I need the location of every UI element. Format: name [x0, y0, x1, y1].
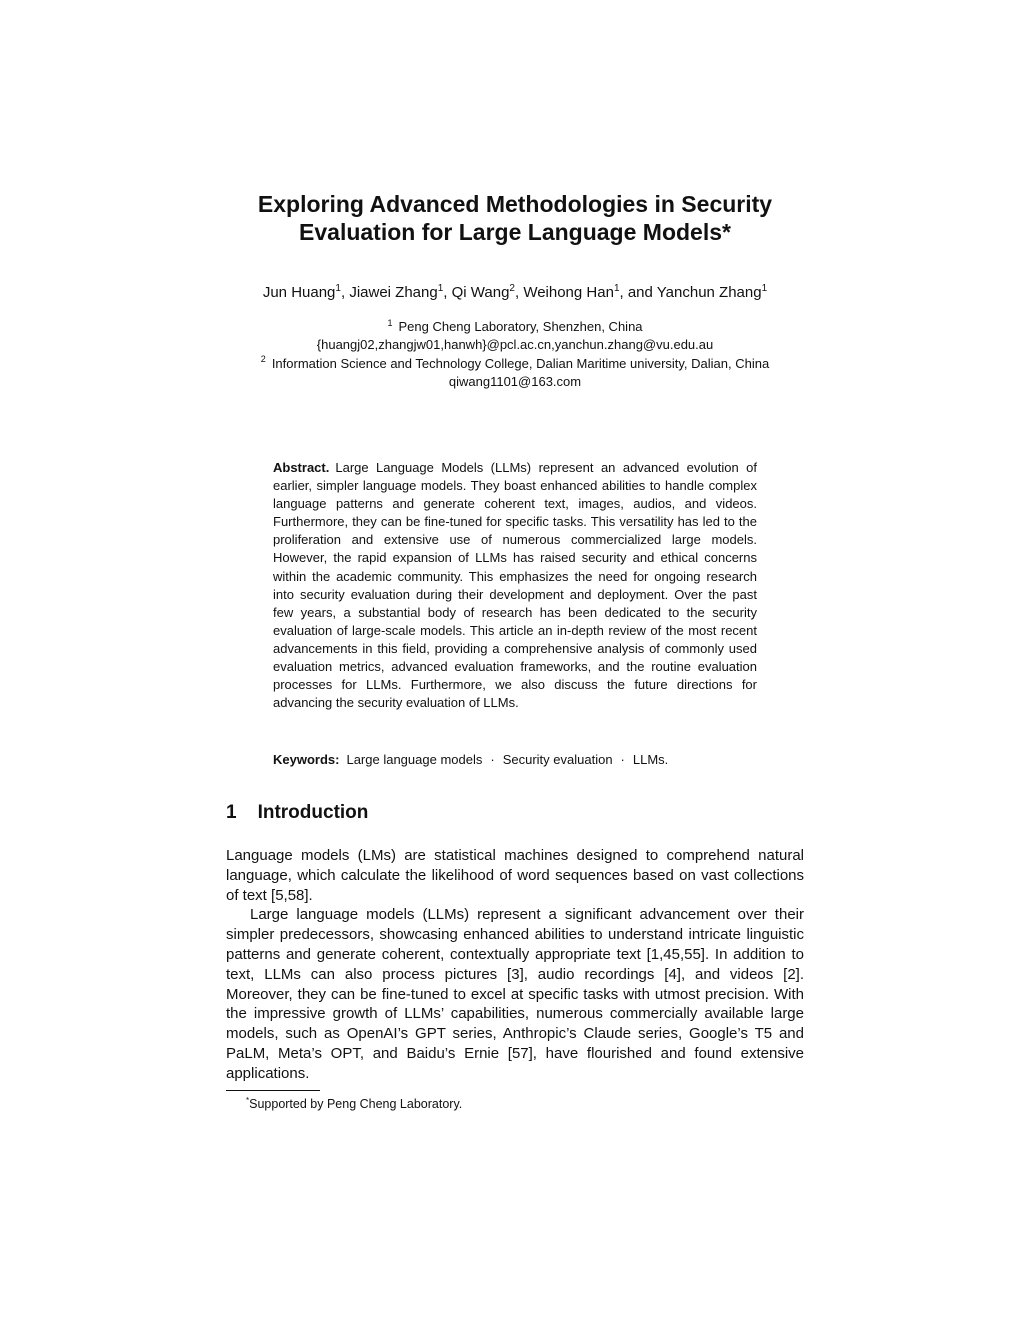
affiliation-2: [220, 355, 810, 373]
affiliation-name: Peng Cheng Laboratory, Shenzhen, China: [398, 319, 643, 334]
author-affil-mark: 1: [335, 283, 341, 294]
keyword: Large language models: [346, 752, 483, 767]
keywords-label: Keywords:: [273, 752, 340, 767]
title-line-2-text: Evaluation for Large Language Models: [299, 219, 723, 245]
author-affil-mark: 1: [437, 283, 444, 294]
section-title: Introduction: [257, 802, 369, 823]
affiliations: [220, 318, 810, 392]
author-affil-mark: 1: [761, 283, 768, 294]
footnote: [246, 1095, 806, 1113]
author-separator: ,: [514, 284, 524, 301]
abstract-label: Abstract.: [273, 460, 330, 475]
title-line-1: Exploring Advanced Methodologies in Security: [257, 191, 773, 217]
abstract-text: Large Language Models (LLMs) represent an advanced evolution of earlier, simpler language models. They boast enhanced abilities to handle complex language patterns and generate coherent text, images, audios, and videos. Furthermore, they can be fine-tuned for specific tasks. This versatility has led to the proliferation and extensive use of numerous commercialized large models. However, the rapid expansion of LLMs has raised security and ethical concerns within the academic community. This emphasizes the need for ongoing research into security evaluation during their development and deployment. Over the past few years, a substantial body of research has been dedicated to the security evaluation of large-scale models. This article an in-depth review of the most recent advancements in this field, providing a comprehensive analysis of commonly used evaluation metrics, advanced evaluation frameworks, and the routine evaluation processes for LLMs. Furthermore, we also discuss the future directions for advancing the security evaluation of LLMs.: [273, 460, 757, 711]
affiliation-mark: 1: [387, 317, 393, 328]
paragraph: Large language models (LLMs) represent a significant advancement over their simpler predecessors, showcasing enhanced abilities to understand intricate linguistic patterns and generate coherent, contextually appropriate text [1,45,55]. In addition to text, LLMs can also process pictures [3], audio recordings [4], and videos [2]. Moreover, they can be fine-tuned to excel at specific tasks with utmost precision. With the impressive growth of LLMs’ capabilities, numerous commercially available large models, such as OpenAI’s GPT series, Anthropic’s Claude series, Google’s T5 and PaLM, Meta’s OPT, and Baidu’s Ernie [57], have flourished and found extensive applications.: [226, 906, 804, 1082]
footnote-mark: *: [246, 1095, 250, 1105]
author-separator: ,: [340, 284, 350, 301]
author-affil-mark: 2: [509, 283, 515, 294]
keyword: LLMs.: [632, 752, 669, 767]
paragraph: Language models (LMs) are statistical machines designed to comprehend natural language, which calculate the likelihood of word sequences based on vast collections of text [5,58].: [226, 847, 804, 904]
keywords: [273, 751, 757, 769]
keyword-separator: ·: [620, 752, 625, 767]
footnote-text: Supported by Peng Cheng Laboratory.: [249, 1097, 463, 1111]
title-line-2: [150, 218, 880, 246]
author-separator: ,: [619, 284, 628, 301]
keyword: Security evaluation: [502, 752, 613, 767]
affiliation-1: [220, 318, 810, 336]
section-number: 1: [226, 802, 237, 823]
affiliation-1-email: {huangj02,zhangjw01,hanwh}@pcl.ac.cn,yanchun.zhang@vu.edu.au: [316, 337, 714, 353]
title-footnote-mark: *: [722, 219, 731, 245]
author-affil-mark: 1: [613, 283, 620, 294]
author-name: Qi Wang: [451, 284, 510, 301]
affiliation-mark: 2: [260, 354, 266, 365]
paper-title: [150, 190, 880, 246]
author-name: Jiawei Zhang: [349, 284, 438, 301]
author-connector: and: [627, 284, 653, 301]
author-name: Jun Huang: [262, 284, 336, 301]
author-separator: ,: [443, 284, 452, 301]
section-heading: [226, 801, 368, 825]
footnote-rule: [226, 1090, 320, 1091]
affiliation-2-email: qiwang1101@163.com: [448, 374, 582, 390]
author-list: [150, 283, 880, 303]
introduction-body: [226, 846, 804, 1084]
affiliation-name: Information Science and Technology College, Dalian Maritime university, Dalian, China: [271, 355, 770, 371]
keyword-separator: ·: [490, 752, 495, 767]
author-name: Yanchun Zhang: [656, 284, 762, 301]
author-name: Weihong Han: [523, 284, 614, 301]
abstract: [273, 459, 757, 712]
